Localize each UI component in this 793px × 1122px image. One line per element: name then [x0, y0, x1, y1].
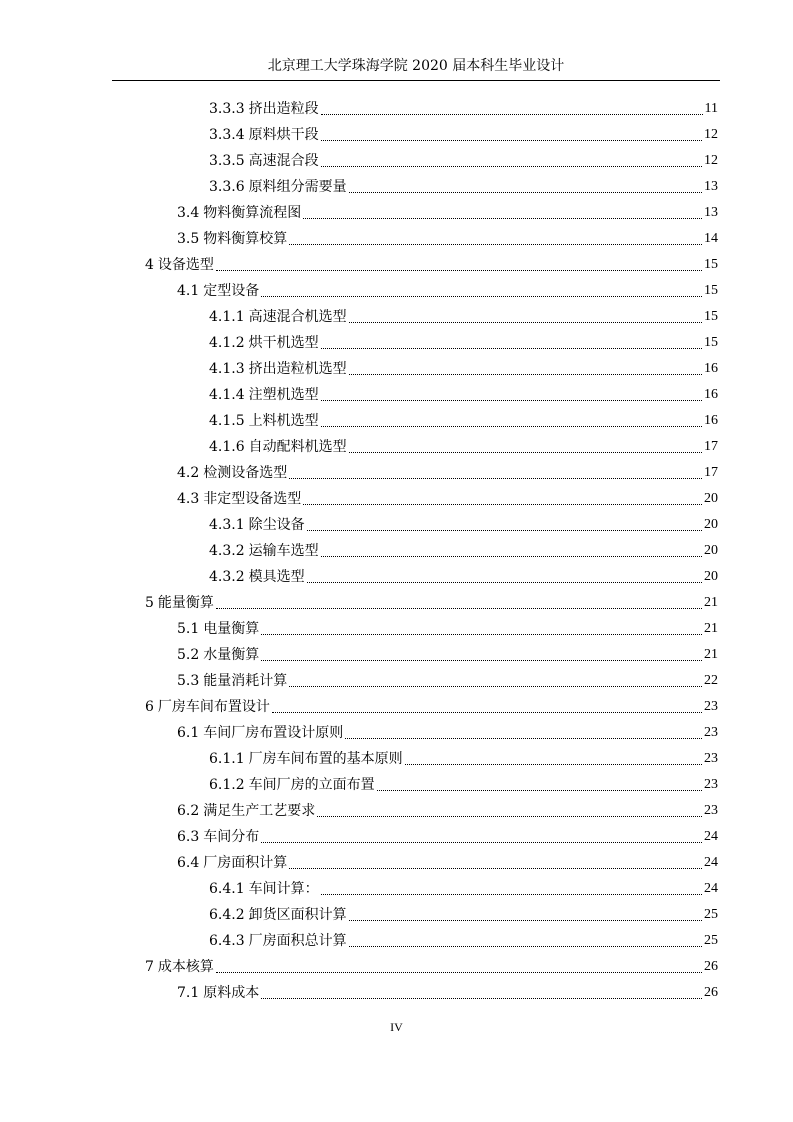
toc-entry-page: 20: [704, 491, 718, 506]
toc-entry-title: 原料组分需要量: [248, 179, 347, 195]
toc-entry[interactable]: [177, 460, 718, 486]
toc-entry[interactable]: [209, 382, 718, 408]
toc-entry-title: 车间厂房布置设计原则: [203, 725, 344, 741]
toc-entry-number: 5.3: [177, 673, 200, 689]
toc-entry-number: 4.1.6: [209, 439, 245, 455]
toc-entry-title: 检测设备选型: [203, 465, 288, 481]
toc-entry-page: 17: [704, 439, 718, 454]
toc-entry-title: 厂房面积计算: [203, 855, 288, 871]
toc-entry-title: 厂房面积总计算: [248, 933, 347, 949]
toc-entry-title: 原料成本: [203, 985, 260, 1001]
toc-entry[interactable]: [177, 486, 718, 512]
toc-entry-page: 20: [704, 543, 718, 558]
toc-entry-title: 车间厂房的立面布置: [248, 777, 375, 793]
toc-entry[interactable]: [145, 954, 718, 980]
toc-entry-page: 11: [704, 101, 718, 116]
toc-entry-title: 厂房车间布置设计: [157, 699, 270, 715]
toc-leader-dots: [321, 114, 703, 115]
toc-entry-title: 物料衡算校算: [203, 231, 288, 247]
toc-entry[interactable]: [209, 876, 718, 902]
toc-entry-page: 21: [704, 595, 718, 610]
toc-entry-number: 6.1.1: [209, 751, 245, 767]
toc-entry-page: 25: [704, 933, 718, 948]
toc-entry[interactable]: [177, 798, 718, 824]
toc-entry-page: 16: [704, 387, 718, 402]
toc-entry-page: 26: [704, 959, 718, 974]
toc-entry-number: 5.1: [177, 621, 200, 637]
toc-entry-page: 22: [704, 673, 718, 688]
toc-entry-page: 13: [704, 205, 718, 220]
toc-entry-title: 能量消耗计算: [203, 673, 288, 689]
toc-leader-dots: [349, 322, 702, 323]
toc-entry-number: 3.5: [177, 231, 200, 247]
toc-leader-dots: [216, 270, 702, 271]
toc-entry-number: 4.2: [177, 465, 200, 481]
toc-entry[interactable]: [145, 590, 718, 616]
toc-leader-dots: [321, 140, 702, 141]
toc-leader-dots: [261, 296, 702, 297]
toc-entry-title: 能量衡算: [157, 595, 214, 611]
toc-entry-page: 13: [704, 179, 718, 194]
toc-entry-page: 17: [704, 465, 718, 480]
toc-entry[interactable]: [209, 148, 718, 174]
toc-entry[interactable]: [209, 564, 718, 590]
toc-entry-number: 6.4.3: [209, 933, 245, 949]
toc-leader-dots: [321, 400, 702, 401]
toc-entry[interactable]: [177, 616, 718, 642]
toc-entry-page: 23: [704, 725, 718, 740]
toc-entry-title: 厂房车间布置的基本原则: [248, 751, 403, 767]
toc-entry-page: 23: [704, 777, 718, 792]
toc-entry-title: 物料衡算流程图: [203, 205, 302, 221]
toc-leader-dots: [349, 374, 702, 375]
toc-entry-title: 烘干机选型: [248, 335, 319, 351]
toc-leader-dots: [321, 556, 702, 557]
toc-entry-page: 14: [704, 231, 718, 246]
toc-entry-title: 自动配料机选型: [248, 439, 347, 455]
toc-entry-page: 15: [704, 309, 718, 324]
toc-entry[interactable]: [145, 694, 718, 720]
toc-entry-title: 设备选型: [157, 257, 214, 273]
toc-entry[interactable]: [209, 408, 718, 434]
toc-entry[interactable]: [209, 330, 718, 356]
header-rule: [112, 80, 720, 81]
toc-entry[interactable]: [209, 512, 718, 538]
toc-leader-dots: [307, 530, 702, 531]
toc-entry-page: 24: [704, 829, 718, 844]
toc-leader-dots: [321, 166, 702, 167]
toc-entry-title: 水量衡算: [203, 647, 260, 663]
toc-leader-dots: [216, 972, 702, 973]
toc-leader-dots: [377, 790, 702, 791]
toc-leader-dots: [349, 920, 702, 921]
toc-entry[interactable]: [209, 928, 718, 954]
page-header-title: 北京理工大学珠海学院 2020 届本科生毕业设计: [267, 58, 565, 74]
toc-entry-page: 15: [704, 283, 718, 298]
toc-entry[interactable]: [177, 226, 718, 252]
page-number: IV: [390, 1020, 403, 1034]
toc-entry-title: 上料机选型: [248, 413, 319, 429]
toc-entry-number: 4.3.1: [209, 517, 245, 533]
toc-leader-dots: [216, 608, 702, 609]
toc-entry[interactable]: [209, 746, 718, 772]
toc-leader-dots: [289, 686, 702, 687]
toc-leader-dots: [321, 894, 702, 895]
toc-entry-page: 23: [704, 751, 718, 766]
toc-entry-number: 6.2: [177, 803, 200, 819]
toc-leader-dots: [349, 192, 702, 193]
toc-entry-title: 成本核算: [157, 959, 214, 975]
toc-entry[interactable]: [209, 356, 718, 382]
toc-entry[interactable]: [177, 720, 718, 746]
toc-entry[interactable]: [209, 96, 718, 122]
toc-entry-page: 21: [704, 621, 718, 636]
toc-entry-number: 6.4.1: [209, 881, 245, 897]
toc-entry-page: 16: [704, 413, 718, 428]
toc-entry-number: 4.1.3: [209, 361, 245, 377]
toc-entry[interactable]: [177, 642, 718, 668]
toc-entry[interactable]: [177, 278, 718, 304]
toc-entry-title: 车间计算：: [248, 881, 319, 897]
toc-entry-number: 6.1.2: [209, 777, 245, 793]
toc-entry-title: 挤出造粒段: [248, 101, 319, 117]
toc-leader-dots: [261, 660, 702, 661]
toc-entry-page: 26: [704, 985, 718, 1000]
toc-entry[interactable]: [209, 174, 718, 200]
toc-leader-dots: [405, 764, 702, 765]
toc-entry-title: 挤出造粒机选型: [248, 361, 347, 377]
toc-entry[interactable]: [209, 122, 718, 148]
toc-entry-title: 定型设备: [203, 283, 260, 299]
toc-entry-title: 除尘设备: [248, 517, 305, 533]
toc-entry-number: 6.3: [177, 829, 200, 845]
toc-leader-dots: [349, 946, 702, 947]
toc-entry[interactable]: [209, 772, 718, 798]
toc-entry-title: 卸货区面积计算: [248, 907, 347, 923]
toc-leader-dots: [303, 218, 702, 219]
toc-entry-number: 6.4: [177, 855, 200, 871]
toc-entry[interactable]: [177, 850, 718, 876]
toc-leader-dots: [261, 842, 702, 843]
toc-entry-number: 4.1: [177, 283, 200, 299]
toc-leader-dots: [317, 816, 702, 817]
toc-entry-title: 原料烘干段: [248, 127, 319, 143]
toc-entry-title: 满足生产工艺要求: [203, 803, 316, 819]
toc-entry-number: 4.1.1: [209, 309, 245, 325]
toc-entry[interactable]: [177, 824, 718, 850]
toc-entry-number: 6.1: [177, 725, 200, 741]
toc-entry-title: 车间分布: [203, 829, 260, 845]
toc-entry-page: 21: [704, 647, 718, 662]
toc-entry-number: 3.3.3: [209, 101, 245, 117]
toc-entry-page: 24: [704, 855, 718, 870]
toc-entry-title: 模具选型: [248, 569, 305, 585]
toc-leader-dots: [303, 504, 702, 505]
toc-entry-number: 3.3.6: [209, 179, 245, 195]
toc-entry-title: 非定型设备选型: [203, 491, 302, 507]
toc-entry-page: 20: [704, 517, 718, 532]
toc-entry-number: 3.4: [177, 205, 200, 221]
toc-entry-number: 7: [145, 959, 154, 975]
toc-leader-dots: [349, 452, 702, 453]
toc-entry-page: 12: [704, 127, 718, 142]
toc-entry-page: 20: [704, 569, 718, 584]
toc-entry[interactable]: [177, 980, 718, 1006]
toc-entry-page: 12: [704, 153, 718, 168]
toc-entry-number: 5.2: [177, 647, 200, 663]
toc-entry[interactable]: [209, 304, 718, 330]
toc-entry-page: 24: [704, 881, 718, 896]
toc-entry-number: 6.4.2: [209, 907, 245, 923]
toc-leader-dots: [261, 998, 702, 999]
toc-entry[interactable]: [177, 668, 718, 694]
toc-entry-title: 注塑机选型: [248, 387, 319, 403]
toc-entry-page: 15: [704, 335, 718, 350]
toc-entry-page: 23: [704, 699, 718, 714]
toc-leader-dots: [272, 712, 702, 713]
toc-leader-dots: [289, 868, 702, 869]
toc-entry-number: 3.3.5: [209, 153, 245, 169]
toc-entry-page: 16: [704, 361, 718, 376]
toc-entry[interactable]: [209, 538, 718, 564]
toc-entry-number: 4.1.5: [209, 413, 245, 429]
toc-entry-number: 4.1.2: [209, 335, 245, 351]
toc-entry[interactable]: [177, 200, 718, 226]
toc-entry-number: 4.3.2: [209, 543, 245, 559]
toc-entry-number: 4.3.2: [209, 569, 245, 585]
toc-leader-dots: [261, 634, 702, 635]
toc-entry-title: 高速混合段: [248, 153, 319, 169]
toc-entry-number: 3.3.4: [209, 127, 245, 143]
toc-entry[interactable]: [209, 902, 718, 928]
toc-entry-page: 15: [704, 257, 718, 272]
toc-entry-number: 7.1: [177, 985, 200, 1001]
toc-entry-title: 电量衡算: [203, 621, 260, 637]
toc-leader-dots: [321, 426, 702, 427]
toc-entry[interactable]: [209, 434, 718, 460]
toc-entry-number: 5: [145, 595, 154, 611]
toc-entry-page: 25: [704, 907, 718, 922]
toc-leader-dots: [289, 244, 702, 245]
toc-leader-dots: [289, 478, 702, 479]
toc-entry-number: 6: [145, 699, 154, 715]
toc-entry-title: 运输车选型: [248, 543, 319, 559]
toc-leader-dots: [307, 582, 702, 583]
toc-entry-page: 23: [704, 803, 718, 818]
toc-entry-title: 高速混合机选型: [248, 309, 347, 325]
toc-entry-number: 4: [145, 257, 154, 273]
toc-leader-dots: [345, 738, 702, 739]
toc-entry[interactable]: [145, 252, 718, 278]
toc-entry-number: 4.3: [177, 491, 200, 507]
toc-leader-dots: [321, 348, 702, 349]
toc-entry-number: 4.1.4: [209, 387, 245, 403]
